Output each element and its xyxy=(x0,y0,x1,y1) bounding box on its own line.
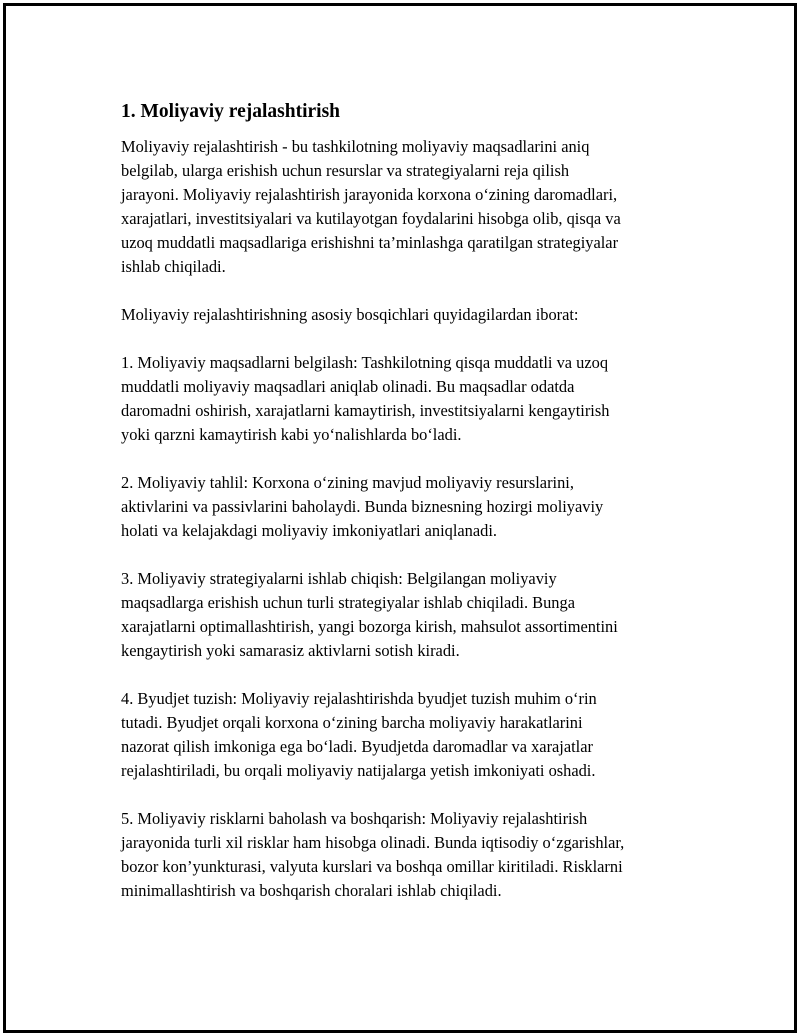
text-line: jarayonida turli xil risklar ham hisobga olinadi. Bunda iqtisodiy o‘zgarishlar, xyxy=(121,833,625,852)
text-line: maqsadlarga erishish uchun turli strategiyalar ishlab chiqiladi. Bunga xyxy=(121,593,575,612)
text-line: aktivlarini va passivlarini baholaydi. Bunda biznesning hozirgi moliyaviy xyxy=(121,497,604,516)
text-line: bozor kon’yunkturasi, valyuta kurslari va boshqa omillar kiritiladi. Risklarni xyxy=(121,857,623,876)
text-line: 1. Moliyaviy maqsadlarni belgilash: Tashkilotning qisqa muddatli va uzoq xyxy=(121,353,609,372)
document-content xyxy=(121,99,701,927)
text-line: nazorat qilish imkoniga ega bo‘ladi. Byudjetda daromadlar va xarajatlar xyxy=(121,737,593,756)
paragraph-stage-1 xyxy=(121,351,701,447)
text-line: daromadni oshirish, xarajatlarni kamaytirish, investitsiyalarni kengaytirish xyxy=(121,401,610,420)
paragraph-intro xyxy=(121,135,701,279)
text-line: muddatli moliyaviy maqsadlari aniqlab olinadi. Bu maqsadlar odatda xyxy=(121,377,575,396)
text-line: xarajatlarni optimallashtirish, yangi bozorga kirish, mahsulot assortimentini xyxy=(121,617,618,636)
text-line: Moliyaviy rejalashtirishning asosiy bosqichlari quyidagilardan iborat: xyxy=(121,305,579,324)
text-line: ishlab chiqiladi. xyxy=(121,257,226,276)
text-line: belgilab, ularga erishish uchun resurslar va strategiyalarni reja qilish xyxy=(121,161,570,180)
text-line: yoki qarzni kamaytirish kabi yo‘nalishlarda bo‘ladi. xyxy=(121,425,462,444)
paragraph-stage-2 xyxy=(121,471,701,543)
text-line: 5. Moliyaviy risklarni baholash va boshqarish: Moliyaviy rejalashtirish xyxy=(121,809,588,828)
paragraph-stage-5 xyxy=(121,807,701,903)
text-line: tutadi. Byudjet orqali korxona o‘zining barcha moliyaviy harakatlarini xyxy=(121,713,583,732)
text-line: minimallashtirish va boshqarish choralari ishlab chiqiladi. xyxy=(121,881,502,900)
paragraph-stage-3 xyxy=(121,567,701,663)
paragraph-stages-intro xyxy=(121,303,701,327)
text-line: 2. Moliyaviy tahlil: Korxona o‘zining mavjud moliyaviy resurslarini, xyxy=(121,473,574,492)
text-line: kengaytirish yoki samarasiz aktivlarni sotish kiradi. xyxy=(121,641,460,660)
text-line: xarajatlari, investitsiyalari va kutilayotgan foydalarini hisobga olib, qisqa va xyxy=(121,209,621,228)
text-line: Moliyaviy rejalashtirish - bu tashkilotning moliyaviy maqsadlarini aniq xyxy=(121,137,590,156)
text-line: uzoq muddatli maqsadlariga erishishni ta’minlashga qaratilgan strategiyalar xyxy=(121,233,619,252)
section-heading: 1. Moliyaviy rejalashtirish xyxy=(121,101,341,122)
text-line: 3. Moliyaviy strategiyalarni ishlab chiqish: Belgilangan moliyaviy xyxy=(121,569,557,588)
paragraph-stage-4 xyxy=(121,687,701,783)
text-line: 4. Byudjet tuzish: Moliyaviy rejalashtirishda byudjet tuzish muhim o‘rin xyxy=(121,689,597,708)
text-line: jarayoni. Moliyaviy rejalashtirish jarayonida korxona o‘zining daromadlari, xyxy=(121,185,618,204)
text-line: holati va kelajakdagi moliyaviy imkoniyatlari aniqlanadi. xyxy=(121,521,497,540)
document-page xyxy=(3,3,797,1033)
text-line: rejalashtiriladi, bu orqali moliyaviy natijalarga yetish imkoniyati oshadi. xyxy=(121,761,596,780)
